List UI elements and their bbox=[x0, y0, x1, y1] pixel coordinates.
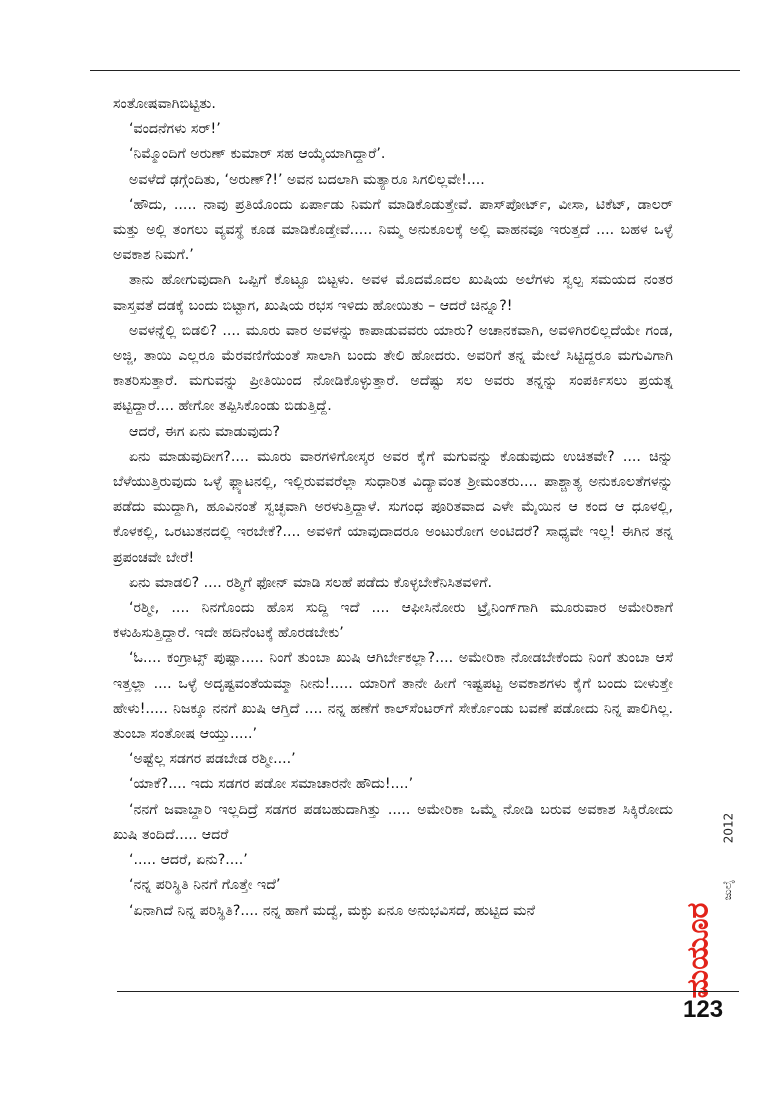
story-paragraph: ‘ಅಷ್ಟೆಲ್ಲ ಸಡಗರ ಪಡಬೇಡ ರಶ್ಮೀ....’ bbox=[129, 751, 296, 768]
issue-month: ಜುಲೈ bbox=[721, 879, 734, 901]
story-paragraph: ಆದರೆ, ಈಗ ಏನು ಮಾಡುವುದು? bbox=[129, 423, 281, 440]
story-paragraph: ಅವಳನ್ನೆಲ್ಲಿ ಬಿಡಲಿ? .... ಮೂರು ವಾರ ಅವಳನ್ನು ಕಾಪಾಡುವವರು ಯಾರು? ಅಚಾನಕವಾಗಿ, ಅವಳಿಗಿರಲಿಲ್ಲದೆಯೇ ಗಂಡ, ಅಜ್ಜಿ, ತಾಯಿ ಎಲ್ಲರೂ ಮೆರವಣಿಗೆಯಂತೆ ಸಾಲಾಗಿ ಬಂದು ತೇಲಿ ಹೋದರು. ಅವರಿಗೆ ತನ್ನ ಮೇಲೆ ಸಿಟ್ಟಿದ್ದರೂ ಮಗುವಿಗಾಗಿ ಕಾತರಿಸುತ್ತಾರೆ. ಮಗುವನ್ನು ಪ್ರೀತಿಯಿಂದ ನೋಡಿಕೊಳ್ಳುತ್ತಾರೆ. ಅದೆಷ್ಟು ಸಲ ಅವರು ತನ್ನನ್ನು ಸಂಪರ್ಕಿಸಲು ಪ್ರಯತ್ನ ಪಟ್ಟಿದ್ದಾರೆ.... ಹೇಗೋ ತಪ್ಪಿಸಿಕೊಂಡು ಬಿಡುತ್ತಿದ್ದೆ. bbox=[113, 322, 673, 415]
story-paragraph: ‘..... ಆದರೆ, ಏನು?....’ bbox=[129, 852, 248, 869]
story-paragraph: ಅವಳೆದೆ ಢಗ್ಗೆಂದಿತು, ‘ಅರುಣ್?!’ ಅವನ ಬದಲಾಗಿ ಮತ್ಯಾರೂ ಸಿಗಲಿಲ್ಲವೇ!.... bbox=[129, 171, 485, 188]
top-rule bbox=[90, 70, 740, 71]
story-paragraph: ‘ಯಾಕೆ?.... ಇದು ಸಡಗರ ಪಡೋ ಸಮಾಚಾರನೇ ಹೌದು!....’ bbox=[129, 776, 414, 793]
story-paragraph: ಏನು ಮಾಡುವುದೀಗ?.... ಮೂರು ವಾರಗಳಿಗೋಸ್ಕರ ಅವರ ಕೈಗೆ ಮಗುವನ್ನು ಕೊಡುವುದು ಉಚಿತವೇ? .... ಚಿನ್ನು ಬೆಳೆಯುತ್ತಿರುವುದು ಒಳ್ಳೆ ಫ್ಲ್ಯಾಟನಲ್ಲಿ, ಇಲ್ಲಿರುವವರೆಲ್ಲಾ ಸುಧಾರಿತ ವಿದ್ಯಾವಂತ ಶ್ರೀಮಂತರು.... ಪಾಶ್ಚಾತ್ಯ ಅನುಕೂಲತೆಗಳನ್ನು ಪಡೆದು ಮುದ್ದಾಗಿ, ಹೂವಿನಂತೆ ಸ್ವಚ್ಛವಾಗಿ ಅರಳುತ್ತಿದ್ದಾಳೆ. ಸುಗಂಧ ಪೂರಿತವಾದ ಎಳೇ ಮೈಯಿನ ಆ ಕಂದ ಆ ಧೂಳಲ್ಲಿ, ಕೊಳಕಲ್ಲಿ, ಒರಟುತನದಲ್ಲಿ ಇರಬೇಕೆ?.... ಅವಳಿಗೆ ಯಾವುದಾದರೂ ಅಂಟುರೋಗ ಅಂಟಿದರೆ? ಸಾಧ್ಯವೇ ಇಲ್ಲ! ಈಗಿನ ತನ್ನ ಪ್ರಪಂಚವೇ ಬೇರೆ! bbox=[113, 448, 673, 566]
story-paragraph: ‘ಹೌದು, ..... ನಾವು ಪ್ರತಿಯೊಂದು ಏರ್ಪಾಡು ನಿಮಗೆ ಮಾಡಿಕೊಡುತ್ತೇವೆ. ಪಾಸ್‌ಪೋರ್ಟ್, ವೀಸಾ, ಟಿಕೆಟ್, ಡಾಲರ್ ಮತ್ತು ಅಲ್ಲಿ ತಂಗಲು ವ್ಯವಸ್ಥೆ ಕೂಡ ಮಾಡಿಕೊಡ್ತೇವೆ..... ನಿಮ್ಮ ಅನುಕೂಲಕ್ಕೆ ಅಲ್ಲಿ ವಾಹನವೂ ಇರುತ್ತದೆ .... ಬಹಳ ಒಳ್ಳೆ ಅವಕಾಶ ನಿಮಗೆ.’ bbox=[113, 196, 673, 264]
story-paragraph: ‘ನಿಮ್ಮೊಂದಿಗೆ ಅರುಣ್ ಕುಮಾರ್ ಸಹ ಆಯ್ಕೆಯಾಗಿದ್ದಾರೆ’. bbox=[129, 146, 386, 163]
story-paragraph: ‘ಏನಾಗಿದೆ ನಿನ್ನ ಪರಿಸ್ಥಿತಿ?.... ನನ್ನ ಹಾಗೆ ಮದ್ವೆ, ಮಕ್ಳು ಏನೂ ಅನುಭವಿಸದೆ, ಹುಟ್ಟಿದ ಮನೆ bbox=[129, 902, 536, 919]
story-paragraph: ಏನು ಮಾಡಲಿ? .... ರಶ್ಮಿಗೆ ಫೋನ್ ಮಾಡಿ ಸಲಹೆ ಪಡೆದು ಕೊಳ್ಳಬೇಕೆನಿಸಿತವಳಿಗೆ. bbox=[129, 574, 493, 591]
magazine-title: ಮಯೂರ bbox=[680, 902, 716, 998]
bottom-rule bbox=[117, 991, 739, 992]
issue-year: 2012 bbox=[721, 812, 736, 844]
page-number: 123 bbox=[683, 996, 724, 1023]
story-paragraph: ‘ವಂದನೆಗಳು ಸರ್!’ bbox=[129, 121, 221, 138]
story-body bbox=[113, 92, 673, 924]
story-paragraph: ‘ನನ್ನ ಪರಿಸ್ಥಿತಿ ನಿನಗೆ ಗೊತ್ತೇ ಇದೆ’ bbox=[129, 877, 281, 894]
story-paragraph: ತಾನು ಹೋಗುವುದಾಗಿ ಒಪ್ಪಿಗೆ ಕೊಟ್ಟೂ ಬಿಟ್ಟಳು. ಅವಳ ಮೊದಮೊದಲ ಖುಷಿಯ ಅಲೆಗಳು ಸ್ವಲ್ಪ ಸಮಯದ ನಂತರ ವಾಸ್ತವತೆ ದಡಕ್ಕೆ ಬಂದು ಬಿಟ್ಟಾಗ, ಖುಷಿಯ ರಭಸ ಇಳಿದು ಹೋಯಿತು – ಆದರೆ ಚಿನ್ನೂ?! bbox=[113, 272, 673, 314]
story-paragraph: ಸಂತೋಷವಾಗಿಬಿಟ್ಟಿತು. bbox=[113, 96, 216, 112]
story-paragraph: ‘ನನಗೆ ಜವಾಬ್ದಾರಿ ಇಲ್ಲದಿದ್ರೆ ಸಡಗರ ಪಡಬಹುದಾಗಿತ್ತು ..... ಅಮೇರಿಕಾ ಒಮ್ಮೆ ನೋಡಿ ಬರುವ ಅವಕಾಶ ಸಿಕ್ಕಿರೋದು ಖುಷಿ ತಂದಿದೆ..... ಆದರೆ bbox=[113, 801, 673, 843]
story-paragraph: ‘ಓ.... ಕಂಗ್ರಾಟ್ಸ್ ಪುಷ್ಪಾ..... ನಿಂಗೆ ತುಂಬಾ ಖುಷಿ ಆಗಿರ್ಬೇಕಲ್ಲಾ?.... ಅಮೇರಿಕಾ ನೋಡಬೇಕೆಂದು ನಿಂಗೆ ತುಂಬಾ ಆಸೆ ಇತ್ತಲ್ಲಾ .... ಒಳ್ಳೆ ಅದೃಷ್ಟವಂತೆಯಮ್ಮಾ ನೀನು!..... ಯಾರಿಗೆ ತಾನೇ ಹೀಗೆ ಇಷ್ಟಪಟ್ಟ ಅವಕಾಶಗಳು ಕೈಗೆ ಬಂದು ಬೀಳುತ್ತೇ ಹೇಳು!..... ನಿಜಕ್ಕೂ ನನಗೆ ಖುಷಿ ಆಗ್ತಿದೆ .... ನನ್ನ ಹಣೆಗೆ ಕಾಲ್‌ಸೆಂಟರ್‌ಗೆ ಸೇರ್ಕೊಂಡು ಬವಣೆ ಪಡೋದು ನಿನ್ನ ಪಾಲಿಗಿಲ್ಲ. ತುಂಬಾ ಸಂತೋಷ ಆಯ್ತು.....’ bbox=[113, 650, 673, 743]
story-paragraph: ‘ರಶ್ಮೀ, .... ನಿನಗೊಂದು ಹೊಸ ಸುದ್ದಿ ಇದೆ .... ಆಫೀಸಿನೋರು ಟ್ರೈನಿಂಗ್‌ಗಾಗಿ ಮೂರುವಾರ ಅಮೇರಿಕಾಗೆ ಕಳುಹಿಸುತ್ತಿದ್ದಾರೆ. ಇದೇ ಹದಿನೆಂಟಕ್ಕೆ ಹೊರಡಬೇಕು’ bbox=[113, 600, 673, 642]
